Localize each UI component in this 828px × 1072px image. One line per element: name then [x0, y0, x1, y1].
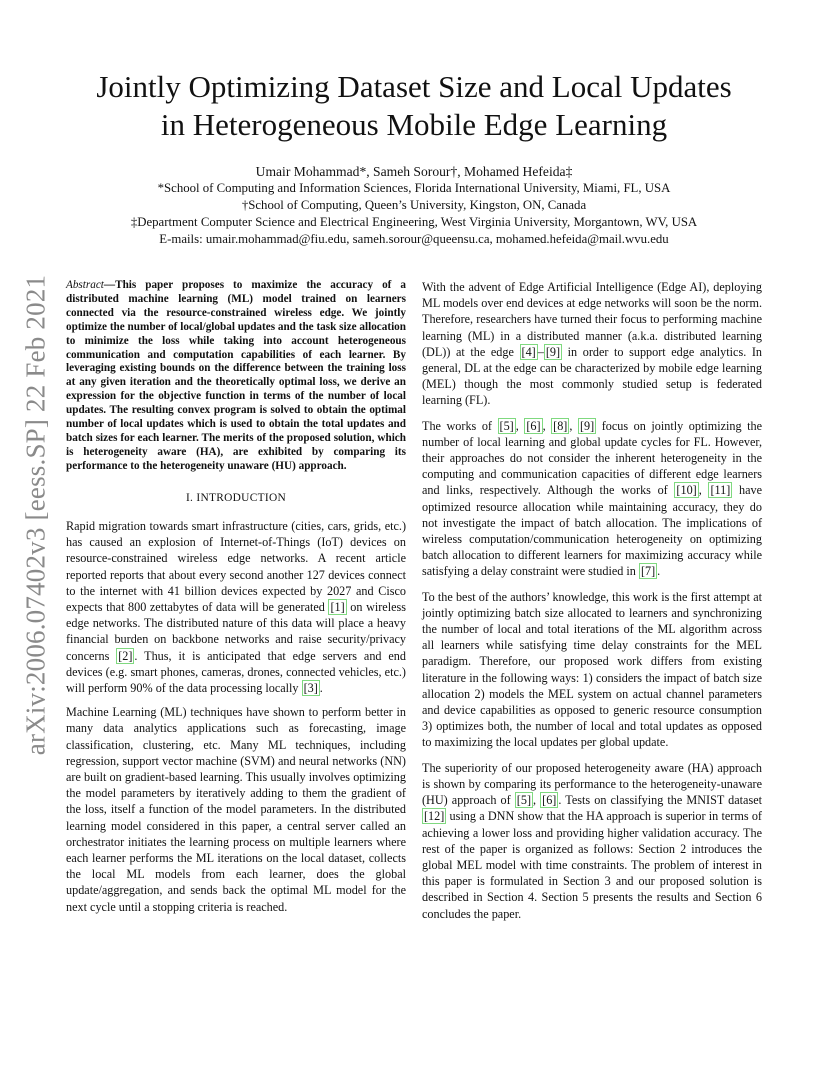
affiliation-wvu: ‡Department Computer Science and Electrical Engineering, West Virginia University, Morgantown, WV, USA: [130, 215, 698, 229]
intro-paragraph: To the best of the authors’ knowledge, this work is the first attempt at jointly optimizing batch size allocated to learners and synchronizing the number of local and total iterations of the ML algorithm across all learners while satisfying time delay constraints for the MEL paradigm. Therefore, our proposed work differs from existing literature in the following ways: 1) considers the impact of batch size allocation 2) models the MEL system on actual channel parameters and device capabilities as opposed to generic resource consumption 3) optimizes both, the number of local and total updates as opposed to maximizing the local updates per global update.: [422, 589, 762, 750]
citation-link[interactable]: [9]: [545, 344, 561, 359]
paragraph-text: ,: [533, 793, 541, 808]
author-emails: E-mails: umair.mohammad@fiu.edu, sameh.sorour@queensu.ca, mohamed.hefeida@mail.wvu.edu: [159, 232, 669, 246]
paragraph-text: –: [537, 344, 544, 359]
paragraph-text: . Tests on classifying the MNIST dataset: [558, 793, 762, 808]
title-line-2: in Heterogeneous Mobile Edge Learning: [160, 107, 668, 142]
paragraph-text: The works of: [422, 418, 498, 433]
section-heading-introduction: I. INTRODUCTION: [185, 491, 287, 504]
affiliation-fiu: *School of Computing and Information Sciences, Florida International University, Miami, FL, USA: [157, 181, 671, 195]
citation-link[interactable]: [11]: [710, 483, 731, 498]
paragraph-text: Rapid migration towards smart infrastructure (cities, cars, grids, etc.) has caused an explosion of Internet-of-Things (IoT) devices on resource-constrained wireless edge networks. A recent article reported reports that about every second another 127 devices connect to the internet with 41 billion devices expected by 2027 and Cisco expects that 800 zettabytes of data will be generated: [66, 518, 406, 614]
citation-link[interactable]: [5]: [499, 418, 514, 433]
citation-link[interactable]: [4]: [521, 344, 536, 359]
paragraph-text: .: [319, 680, 323, 695]
paragraph-text: have optimized resource allocation while maintaining accuracy, they do not investigate the impact of batch allocation. The implications of wireless computation/communication heterogeneity on optimizing batch allocation to different learners for maximizing accuracy while satisfying a delay constraint were studied in: [422, 483, 763, 579]
abstract: [66, 279, 406, 474]
paragraph-text: ,: [569, 418, 578, 433]
paragraph-text: focus on jointly optimizing the number of local learning and global update cycles for FL. However, their approaches do not consider the inherent heterogeneity in the computing and communication capacities of different edge learners and links, respectively. Although the works of: [422, 418, 763, 498]
intro-paragraph: [422, 418, 762, 580]
citation-link[interactable]: [9]: [579, 418, 595, 433]
abstract-text: —This paper proposes to maximize the accuracy of a distributed machine learning (ML) model trained on learners connected via the resource-constrained wireless edge. We jointly optimize the number of local/global updates and the task size allocation to minimize the loss while taking into account heterogeneous communication and computation capabilities of each learner. By leveraging existing bounds on the difference between the training loss at any given iteration and the theoretically optimal loss, we derive an expression for the objective function in terms of the number of local updates. The resulting convex program is solved to obtain the optimal number of local updates which is used to obtain the total updates and batch sizes for each learner. The merits of the proposed solution, which is heterogeneity aware (HA), are exhibited by comparing its performance to the heterogeneity unaware (HU) approach.: [66, 279, 406, 472]
author-list: Umair Mohammad*, Sameh Sorour†, Mohamed Hefeida‡: [255, 164, 573, 179]
paragraph-text: . Thus, it is anticipated that edge servers and end devices (e.g. smart phones, cameras, drones, connected vehicles, etc.) will perform 90% of the data processing locally: [66, 648, 406, 695]
paragraph-text: ,: [698, 483, 709, 498]
paragraph-text: The superiority of our proposed heterogeneity aware (HA) approach is shown by comparing its performance to the heterogeneity-unaware (HU) approach of: [422, 760, 762, 808]
paper-title: [60, 68, 768, 144]
intro-paragraph: [422, 760, 762, 922]
intro-paragraph: [422, 279, 762, 409]
intro-paragraph: [66, 518, 406, 696]
abstract-label: Abstract: [66, 279, 104, 291]
arxiv-sidebar: [16, 274, 56, 756]
citation-link[interactable]: [7]: [640, 564, 656, 579]
affiliation-queens: †School of Computing, Queen’s University, Kingston, ON, Canada: [241, 198, 587, 212]
citation-link[interactable]: [8]: [553, 418, 568, 433]
affiliations: [60, 180, 768, 248]
citation-link[interactable]: [1]: [330, 599, 345, 614]
paragraph-text: With the advent of Edge Artificial Intelligence (Edge AI), deploying ML models over end devices at edge networks will soon be the norm. Therefore, researchers have turned their focus to performing machine learning (ML) in a distributed manner (a.k.a. distributed learning (DL)) at the edge: [422, 280, 762, 359]
paragraph-text: using a DNN show that the HA approach is superior in terms of achieving a lower loss and providing higher validation accuracy. The rest of the paper is organized as follows: Section 2 introduces the global MEL model with time constraints. The problem of interest in this paper is formulated in Section 3 and our proposed solution is described in Section 4. Section 5 presents the results and Section 6 concludes the paper.: [422, 809, 762, 921]
paragraph-text: in order to support edge analytics. In general, DL at the edge can be characterized by mobile edge learning (MEL) though the most commonly studied setup is federated learning (FL).: [422, 344, 762, 408]
paragraph-text: ,: [542, 418, 552, 433]
citation-link[interactable]: [2]: [118, 648, 133, 663]
citation-link[interactable]: [6]: [526, 418, 541, 433]
citation-link[interactable]: [5]: [516, 793, 532, 808]
intro-paragraph: Machine Learning (ML) techniques have shown to perform better in many data analytics applications such as forecasting, image classification, clustering, etc. Many ML techniques, including regression, support vector machine (SVM) and neural networks (NN) are built on gradient-based learning. This usually involves optimizing the model parameters by iteratively adding to them the gradient of the loss, itself a function of the model parameters. In the distributed learning model considered in this paper, a central server called an orchestrator initiates the learning process on multiple learners where each learner performs the ML iterations on the local dataset, collects the local ML models from each learner, does the global update/aggregation, and sends back the optimal ML model for the next cycle until a stopping criteria is reached.: [66, 705, 406, 914]
citation-link[interactable]: [12]: [424, 809, 445, 824]
citation-link[interactable]: [10]: [676, 483, 697, 498]
title-line-1: Jointly Optimizing Dataset Size and Local Updates: [96, 69, 732, 104]
left-column: [66, 279, 406, 923]
citation-link[interactable]: [6]: [542, 793, 557, 808]
paragraph-text: ,: [515, 418, 525, 433]
citation-link[interactable]: [3]: [303, 680, 318, 695]
paragraph-text: .: [657, 564, 661, 579]
arxiv-identifier: arXiv:2006.07402v3 [eess.SP] 22 Feb 2021: [20, 274, 51, 756]
right-column: [422, 279, 762, 931]
paragraph-text: on wireless edge networks. The distributed nature of this data will place a heavy financial burden on backbone networks and raise security/privacy concerns: [66, 599, 407, 663]
